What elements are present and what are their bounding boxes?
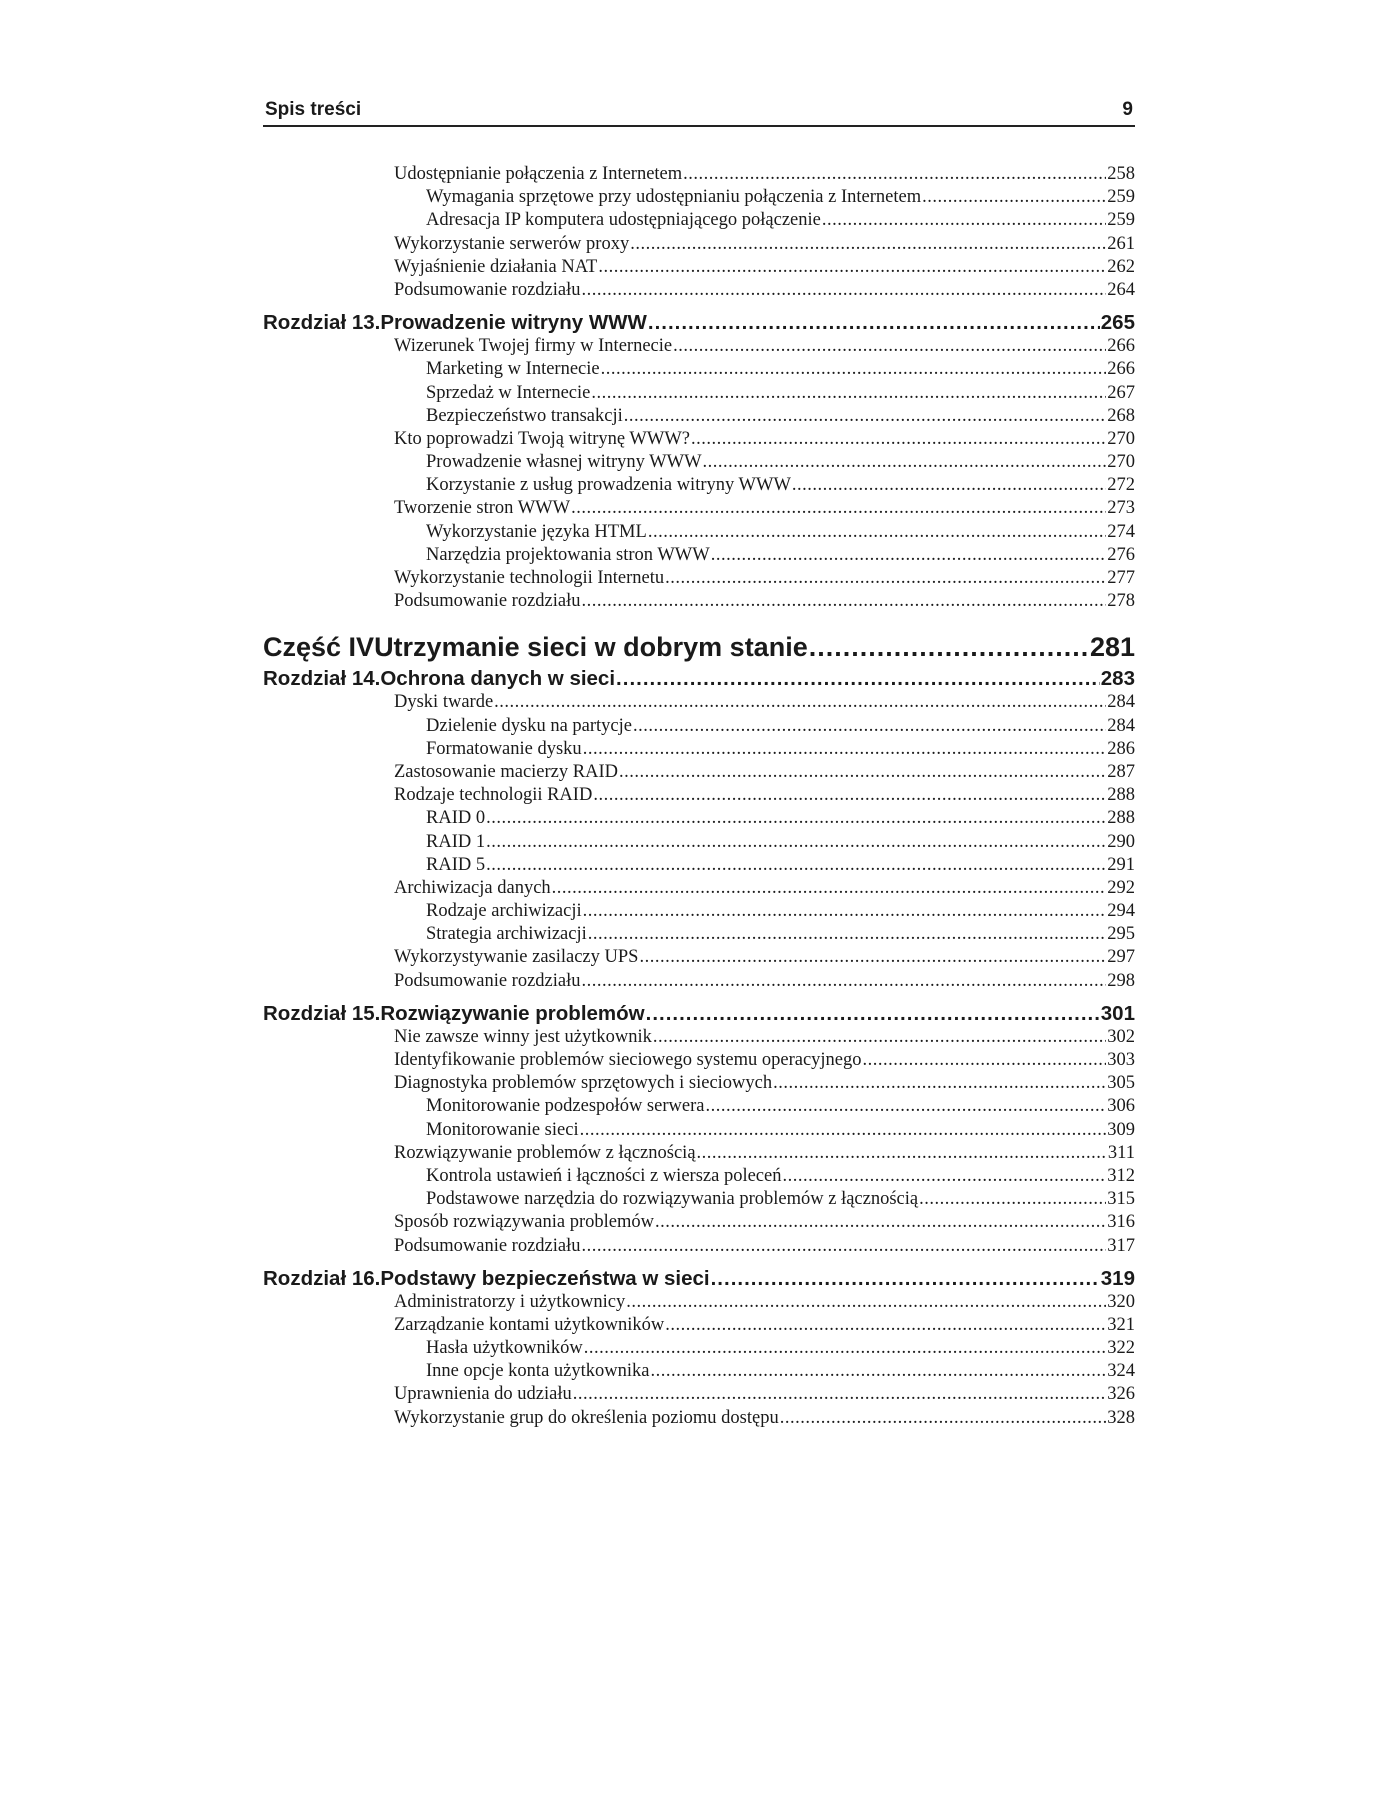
part-label: Część IV	[263, 632, 375, 663]
entry-title: Wykorzystywanie zasilaczy UPS	[394, 947, 639, 968]
toc-section-entry	[263, 761, 1135, 784]
entry-page-number: 276	[1107, 544, 1135, 565]
entry-title: Dyski twarde	[394, 692, 494, 713]
dot-leader	[591, 382, 1106, 405]
entry-page-number: 270	[1107, 452, 1135, 473]
toc-section-entry	[263, 590, 1135, 613]
chapter-label: Rozdział 13.	[263, 311, 381, 335]
toc-section-entry	[263, 256, 1135, 279]
entry-page-number: 267	[1107, 382, 1135, 403]
entry-title: RAID 1	[426, 831, 486, 852]
entry-title: Ochrona danych w sieci	[380, 667, 616, 691]
dot-leader	[711, 544, 1107, 567]
entry-page-number: 266	[1107, 359, 1135, 380]
toc-section-entry	[263, 1049, 1135, 1072]
entry-page-number: 301	[1100, 1001, 1135, 1025]
entry-page-number: 277	[1107, 568, 1135, 588]
entry-title: Prowadzenie witryny WWW	[380, 311, 647, 335]
dot-leader	[697, 1142, 1107, 1165]
toc-subsection-entry	[263, 544, 1135, 567]
running-header	[263, 95, 1135, 127]
dot-leader	[494, 691, 1106, 714]
entry-page-number: 261	[1107, 233, 1135, 254]
toc-subsection-entry	[263, 1188, 1135, 1211]
toc-section-entry	[263, 784, 1135, 807]
entry-title: Prowadzenie własnej witryny WWW	[426, 452, 702, 473]
table-of-contents	[263, 163, 1135, 1430]
entry-page-number: 294	[1107, 901, 1135, 922]
toc-subsection-entry	[263, 474, 1135, 497]
entry-page-number: 305	[1107, 1073, 1135, 1094]
dot-leader	[486, 807, 1106, 830]
entry-page-number: 302	[1107, 1026, 1135, 1047]
toc-subsection-entry	[263, 715, 1135, 738]
toc-subsection-entry	[263, 521, 1135, 544]
dot-leader	[616, 666, 1100, 691]
entry-title: Adresacja IP komputera udostępniającego połączenie	[426, 210, 821, 231]
dot-leader	[822, 209, 1106, 232]
dot-leader	[582, 970, 1107, 993]
toc-subsection-entry	[263, 358, 1135, 381]
entry-page-number: 281	[1089, 632, 1135, 663]
dot-leader	[626, 1291, 1106, 1314]
entry-title: Administratorzy i użytkownicy	[394, 1291, 626, 1312]
entry-page-number: 284	[1107, 692, 1135, 713]
entry-page-number: 303	[1107, 1050, 1135, 1070]
entry-title: Monitorowanie podzespołów serwera	[426, 1096, 705, 1117]
entry-page-number: 324	[1107, 1361, 1135, 1382]
dot-leader	[648, 521, 1106, 544]
entry-page-number: 298	[1107, 970, 1135, 991]
toc-section-entry	[263, 233, 1135, 256]
entry-title: Nie zawsze winny jest użytkownik	[394, 1026, 652, 1047]
entry-page-number: 291	[1107, 854, 1135, 875]
toc-section-entry	[263, 1142, 1135, 1165]
entry-page-number: 292	[1107, 877, 1135, 898]
entry-page-number: 309	[1107, 1119, 1135, 1140]
toc-section-entry	[263, 1291, 1135, 1314]
toc-section-entry	[263, 970, 1135, 993]
dot-leader	[619, 761, 1106, 784]
toc-subsection-entry	[263, 186, 1135, 209]
entry-title: Wykorzystanie serwerów proxy	[394, 233, 630, 254]
entry-title: Rodzaje archiwizacji	[426, 901, 582, 922]
entry-title: Monitorowanie sieci	[426, 1119, 579, 1140]
entry-title: Sprzedaż w Internecie	[426, 382, 591, 403]
dot-leader	[655, 1211, 1106, 1234]
toc-section-entry	[263, 567, 1135, 590]
dot-leader	[711, 1266, 1100, 1291]
entry-title: Sposób rozwiązywania problemów	[394, 1212, 654, 1233]
dot-leader	[863, 1049, 1107, 1072]
entry-title: Podsumowanie rozdziału	[394, 1235, 581, 1256]
toc-section-entry	[263, 1235, 1135, 1258]
entry-title: Udostępnianie połączenia z Internetem	[394, 164, 683, 184]
entry-title: Hasła użytkowników	[426, 1338, 583, 1359]
entry-title: Strategia archiwizacji	[426, 924, 587, 945]
entry-page-number: 266	[1107, 336, 1135, 357]
dot-leader	[653, 1026, 1106, 1049]
toc-subsection-entry	[263, 738, 1135, 761]
entry-title: Podsumowanie rozdziału	[394, 591, 581, 612]
dot-leader	[633, 715, 1106, 738]
toc-section-entry	[263, 1407, 1135, 1430]
entry-page-number: 317	[1107, 1235, 1135, 1256]
entry-page-number: 259	[1107, 187, 1135, 208]
toc-subsection-entry	[263, 807, 1135, 830]
toc-chapter-entry	[263, 1001, 1135, 1026]
entry-title: Diagnostyka problemów sprzętowych i sieciowych	[394, 1073, 773, 1094]
entry-title: Zastosowanie macierzy RAID	[394, 761, 618, 782]
dot-leader	[782, 1165, 1106, 1188]
entry-title: Wyjaśnienie działania NAT	[394, 256, 598, 277]
dot-leader	[583, 900, 1107, 923]
entry-title: Wykorzystanie technologii Internetu	[394, 568, 665, 588]
dot-leader	[922, 186, 1106, 209]
entry-title: Korzystanie z usług prowadzenia witryny WWW	[426, 475, 791, 496]
dot-leader	[665, 1314, 1106, 1337]
dot-leader	[598, 256, 1106, 279]
entry-title: Wizerunek Twojej firmy w Internecie	[394, 336, 673, 357]
entry-page-number: 265	[1100, 311, 1135, 335]
entry-title: Rozwiązywanie problemów	[380, 1001, 645, 1025]
entry-page-number: 268	[1107, 405, 1135, 426]
entry-title: Utrzymanie sieci w dobrym stanie	[374, 632, 808, 663]
toc-section-entry	[263, 1383, 1135, 1406]
entry-page-number: 258	[1107, 164, 1135, 184]
entry-title: Podsumowanie rozdziału	[394, 279, 581, 300]
dot-leader	[648, 310, 1100, 335]
chapter-label: Rozdział 14.	[263, 667, 381, 691]
dot-leader	[773, 1072, 1106, 1095]
toc-subsection-entry	[263, 451, 1135, 474]
dot-leader	[584, 1337, 1107, 1360]
entry-title: Identyfikowanie problemów sieciowego systemu operacyjnego	[394, 1050, 862, 1070]
dot-leader	[919, 1188, 1106, 1211]
toc-subsection-entry	[263, 831, 1135, 854]
toc-subsection-entry	[263, 900, 1135, 923]
entry-page-number: 273	[1107, 498, 1135, 519]
entry-page-number: 274	[1107, 521, 1135, 542]
toc-section-entry	[263, 335, 1135, 358]
dot-leader	[582, 590, 1107, 613]
toc-section-entry	[263, 946, 1135, 969]
entry-title: Formatowanie dysku	[426, 738, 582, 759]
toc-subsection-entry	[263, 1119, 1135, 1142]
entry-page-number: 286	[1107, 738, 1135, 759]
dot-leader	[650, 1360, 1106, 1383]
toc-section-entry	[263, 1211, 1135, 1234]
toc-subsection-entry	[263, 1360, 1135, 1383]
entry-page-number: 284	[1107, 715, 1135, 736]
entry-page-number: 290	[1107, 831, 1135, 852]
entry-title: Rozwiązywanie problemów z łącznością	[394, 1142, 696, 1163]
entry-title: Narzędzia projektowania stron WWW	[426, 544, 710, 565]
entry-title: RAID 0	[426, 808, 486, 829]
dot-leader	[582, 1235, 1107, 1258]
toc-section-entry	[263, 163, 1135, 186]
entry-title: Bezpieczeństwo transakcji	[426, 405, 623, 426]
entry-page-number: 272	[1107, 475, 1135, 496]
dot-leader	[630, 233, 1106, 256]
toc-chapter-entry	[263, 310, 1135, 335]
entry-title: Podstawowe narzędzia do rozwiązywania problemów z łącznością	[426, 1189, 919, 1210]
entry-page-number: 320	[1107, 1291, 1135, 1312]
toc-section-entry	[263, 1314, 1135, 1337]
toc-subsection-entry	[263, 1165, 1135, 1188]
entry-title: Marketing w Internecie	[426, 359, 600, 380]
page-number: 9	[1122, 99, 1133, 120]
dot-leader	[486, 831, 1106, 854]
dot-leader	[809, 630, 1089, 664]
toc-subsection-entry	[263, 854, 1135, 877]
entry-page-number: 295	[1107, 924, 1135, 945]
entry-page-number: 326	[1107, 1384, 1135, 1405]
dot-leader	[691, 428, 1106, 451]
entry-title: Archiwizacja danych	[394, 877, 551, 898]
toc-section-entry	[263, 691, 1135, 714]
toc-section-entry	[263, 497, 1135, 520]
dot-leader	[573, 1383, 1107, 1406]
entry-page-number: 322	[1107, 1338, 1135, 1359]
entry-title: Inne opcje konta użytkownika	[426, 1361, 650, 1382]
dot-leader	[780, 1407, 1107, 1430]
dot-leader	[571, 497, 1106, 520]
entry-title: Wykorzystanie języka HTML	[426, 521, 647, 542]
toc-section-entry	[263, 1026, 1135, 1049]
toc-subsection-entry	[263, 382, 1135, 405]
toc-subsection-entry	[263, 1337, 1135, 1360]
entry-title: Dzielenie dysku na partycje	[426, 715, 632, 736]
dot-leader	[646, 1001, 1100, 1026]
entry-page-number: 319	[1100, 1266, 1135, 1290]
toc-subsection-entry	[263, 209, 1135, 232]
dot-leader	[582, 279, 1107, 302]
toc-subsection-entry	[263, 923, 1135, 946]
entry-page-number: 311	[1107, 1142, 1135, 1163]
entry-page-number: 297	[1107, 947, 1135, 968]
entry-page-number: 283	[1100, 667, 1135, 691]
entry-page-number: 312	[1107, 1165, 1135, 1186]
dot-leader	[486, 854, 1106, 877]
entry-page-number: 288	[1107, 808, 1135, 829]
dot-leader	[639, 946, 1106, 969]
dot-leader	[703, 451, 1107, 474]
chapter-label: Rozdział 15.	[263, 1001, 381, 1025]
entry-title: Kto poprowadzi Twoją witrynę WWW?	[394, 428, 690, 449]
dot-leader	[673, 335, 1106, 358]
entry-page-number: 306	[1107, 1096, 1135, 1117]
entry-page-number: 315	[1107, 1189, 1135, 1210]
toc-section-entry	[263, 428, 1135, 451]
entry-page-number: 262	[1107, 256, 1135, 277]
dot-leader	[593, 784, 1106, 807]
toc-chapter-entry	[263, 666, 1135, 691]
entry-title: Podsumowanie rozdziału	[394, 970, 581, 991]
dot-leader	[792, 474, 1106, 497]
entry-page-number: 287	[1107, 761, 1135, 782]
dot-leader	[683, 163, 1106, 186]
toc-chapter-entry	[263, 1266, 1135, 1291]
entry-title: Rodzaje technologii RAID	[394, 785, 593, 806]
entry-title: Kontrola ustawień i łączności z wiersza poleceń	[426, 1165, 782, 1186]
entry-title: Podstawy bezpieczeństwa w sieci	[380, 1266, 710, 1290]
entry-page-number: 316	[1107, 1212, 1135, 1233]
chapter-label: Rozdział 16.	[263, 1266, 381, 1290]
entry-page-number: 259	[1107, 210, 1135, 231]
entry-title: Wykorzystanie grup do określenia poziomu dostępu	[394, 1407, 779, 1428]
dot-leader	[583, 738, 1107, 761]
toc-section-entry	[263, 279, 1135, 302]
dot-leader	[588, 923, 1106, 946]
entry-page-number: 321	[1107, 1314, 1135, 1335]
dot-leader	[665, 567, 1106, 590]
entry-page-number: 288	[1107, 785, 1135, 806]
entry-page-number: 328	[1107, 1407, 1135, 1428]
toc-subsection-entry	[263, 1095, 1135, 1118]
toc-subsection-entry	[263, 405, 1135, 428]
toc-section-entry	[263, 877, 1135, 900]
running-header-title: Spis treści	[265, 99, 362, 120]
toc-section-entry	[263, 1072, 1135, 1095]
entry-title: Tworzenie stron WWW	[394, 498, 571, 519]
entry-title: Wymagania sprzętowe przy udostępnianiu połączenia z Internetem	[426, 187, 922, 208]
entry-page-number: 278	[1107, 591, 1135, 612]
dot-leader	[552, 877, 1107, 900]
entry-page-number: 270	[1107, 428, 1135, 449]
entry-page-number: 264	[1107, 279, 1135, 300]
entry-title: Uprawnienia do udziału	[394, 1384, 572, 1405]
toc-part-entry	[263, 630, 1135, 664]
dot-leader	[705, 1095, 1106, 1118]
dot-leader	[601, 358, 1107, 381]
entry-title: RAID 5	[426, 854, 486, 875]
dot-leader	[580, 1119, 1107, 1142]
entry-title: Zarządzanie kontami użytkowników	[394, 1314, 665, 1335]
dot-leader	[624, 405, 1107, 428]
